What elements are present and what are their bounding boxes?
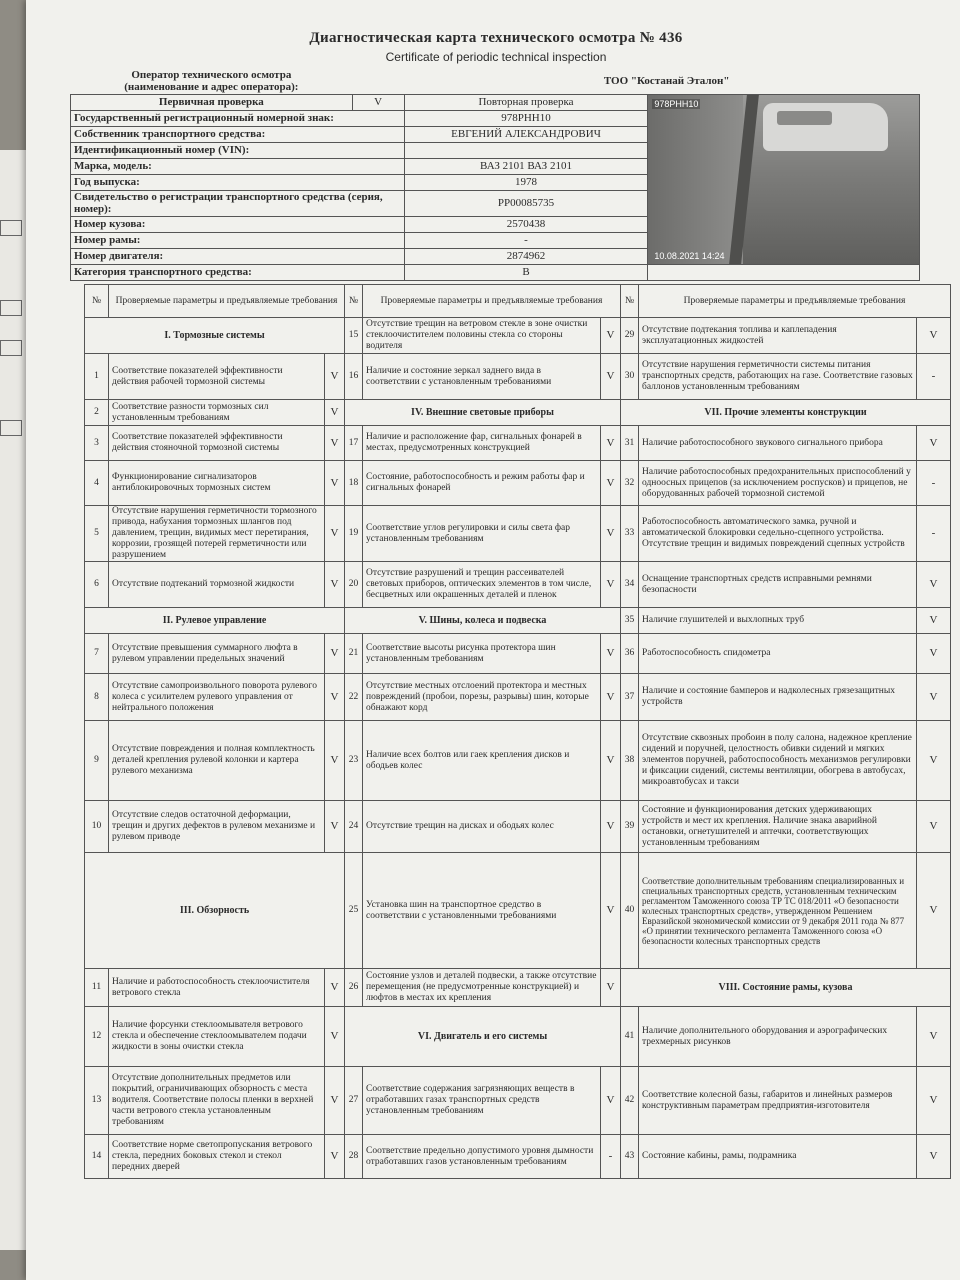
item-mark: V — [917, 426, 951, 461]
item-text: Наличие дополнительного оборудования и аэрографических трехмерных рисунков — [639, 1007, 917, 1067]
owner-value: ЕВГЕНИЙ АЛЕКСАНДРОВИЧ — [404, 126, 648, 142]
form-checkbox — [0, 300, 22, 316]
section-steering: II. Рулевое управление — [85, 608, 345, 634]
item-number: 15 — [345, 318, 363, 354]
item-text: Соответствие колесной базы, габаритов и линейных размеров конструктивным параметрам предприятия-изготовителя — [639, 1067, 917, 1135]
item-text: Отсутствие нарушения герметичности тормозного привода, набухания тормозных шлангов под давлением, трещин, видимых мест перетирания, коррозии, грозящей потерей герметичности или разрушением — [109, 506, 325, 562]
item-text: Установка шин на транспортное средство в соответствии с установленными требованиями — [363, 853, 601, 969]
item-text: Соответствие дополнительным требованиям специализированных и специальных транспортных средств, установленным техническим регламентом Таможенного союза ТР ТС 018/2011 «О безопасности колесных транспортных средств», утвержденном Решением Евразийской экономической комиссии от 9 декабря 2011 года № 877 «О принятии технического регламента Таможенного союза «О безопасности колесных транспортных средств — [639, 853, 917, 969]
vehicle-info-table — [70, 68, 920, 281]
item-text: Отсутствие трещин на дисках и ободьях колес — [363, 801, 601, 853]
item-number: 40 — [621, 853, 639, 969]
item-mark: V — [325, 506, 345, 562]
item-number: 32 — [621, 461, 639, 506]
frame-number-label: Номер рамы: — [71, 232, 405, 248]
item-number: 25 — [345, 853, 363, 969]
item-mark: - — [601, 1135, 621, 1179]
form-checkbox — [0, 420, 22, 436]
primary-check-mark: V — [352, 94, 404, 110]
document-subtitle: Certificate of periodic technical inspection — [385, 50, 607, 64]
item-number: 12 — [85, 1007, 109, 1067]
item-text: Наличие и состояние бамперов и надколесных грязезащитных устройств — [639, 674, 917, 721]
body-number-value: 2570438 — [404, 216, 648, 232]
item-mark: V — [601, 674, 621, 721]
item-mark: - — [917, 506, 951, 562]
item-mark: V — [325, 400, 345, 426]
item-number: 37 — [621, 674, 639, 721]
item-mark: V — [917, 1135, 951, 1179]
item-number: 2 — [85, 400, 109, 426]
item-text: Отсутствие повреждения и полная комплектность деталей крепления рулевой колонки и картера рулевого механизма — [109, 721, 325, 801]
item-mark: V — [917, 1007, 951, 1067]
item-mark: V — [325, 461, 345, 506]
item-text: Соответствие разности тормозных сил установленным требованиям — [109, 400, 325, 426]
item-number: 41 — [621, 1007, 639, 1067]
item-mark: V — [601, 354, 621, 400]
item-number: 18 — [345, 461, 363, 506]
item-text: Отсутствие сквозных пробоин в полу салона, надежное крепление сидений и поручней, целостность обивки сидений и мягких элементов поручней, работоспособность механизмов регулировки и фиксации сидений, системы вентиляции, обогрева в автобусах, микроавтобусах и такси — [639, 721, 917, 801]
item-text: Соответствие предельно допустимого уровня дымности отработавших газов установленным требованиям — [363, 1135, 601, 1179]
plate-label: Государственный регистрационный номерной знак: — [71, 110, 405, 126]
item-number: 43 — [621, 1135, 639, 1179]
item-mark: V — [917, 608, 951, 634]
plate-value: 978PHH10 — [404, 110, 648, 126]
operator-label: Оператор технического осмотра (наименование и адрес оператора): — [124, 68, 299, 93]
item-mark: V — [325, 721, 345, 801]
photo-timestamp: 10.08.2021 14:24 — [654, 250, 725, 261]
category-value: B — [404, 264, 648, 280]
item-number: 39 — [621, 801, 639, 853]
col-number-header: № — [345, 285, 363, 318]
item-mark: V — [601, 969, 621, 1007]
section-lights: IV. Внешние световые приборы — [345, 400, 621, 426]
item-number: 8 — [85, 674, 109, 721]
item-mark: V — [325, 354, 345, 400]
year-value: 1978 — [404, 174, 648, 190]
item-mark: V — [325, 674, 345, 721]
item-text: Состояние узлов и деталей подвески, а также отсутствие перемещения (не предусмотренные конструкцией) и люфтов в местах их крепления — [363, 969, 601, 1007]
item-text: Соответствие углов регулировки и силы света фар установленным требованиям — [363, 506, 601, 562]
item-text: Наличие форсунки стеклоомывателя ветрового стекла и обеспечение стеклоомывателем подачи жидкости в зоны очистки стекла — [109, 1007, 325, 1067]
item-text: Отсутствие подтекания топлива и каплепадения эксплуатационных жидкостей — [639, 318, 917, 354]
item-text: Отсутствие местных отслоений протектора и местных повреждений (пробои, порезы, разрывы) шин, которые обнажают корд — [363, 674, 601, 721]
item-mark: V — [917, 801, 951, 853]
item-number: 20 — [345, 562, 363, 608]
item-text: Наличие и состояние зеркал заднего вида в соответствии с установленным требованиями — [363, 354, 601, 400]
primary-check-label: Первичная проверка — [71, 94, 353, 110]
item-mark: V — [601, 318, 621, 354]
col-param-header: Проверяемые параметры и предъявляемые требования — [363, 285, 621, 318]
item-mark: V — [325, 969, 345, 1007]
vin-label: Идентификационный номер (VIN): — [71, 142, 405, 158]
item-number: 1 — [85, 354, 109, 400]
item-mark: V — [325, 1007, 345, 1067]
item-number: 33 — [621, 506, 639, 562]
item-text: Отсутствие превышения суммарного люфта в рулевом управлении предельных значений — [109, 634, 325, 674]
vin-value — [404, 142, 648, 158]
category-label: Категория транспортного средства: — [71, 264, 405, 280]
model-value: ВАЗ 2101 ВАЗ 2101 — [404, 158, 648, 174]
item-text: Наличие и расположение фар, сигнальных фонарей в местах, предусмотренных конструкцией — [363, 426, 601, 461]
year-label: Год выпуска: — [71, 174, 405, 190]
form-checkbox — [0, 220, 22, 236]
item-number: 35 — [621, 608, 639, 634]
item-number: 17 — [345, 426, 363, 461]
col-param-header: Проверяемые параметры и предъявляемые требования — [639, 285, 951, 318]
item-number: 13 — [85, 1067, 109, 1135]
item-mark: V — [917, 1067, 951, 1135]
item-number: 10 — [85, 801, 109, 853]
item-number: 22 — [345, 674, 363, 721]
item-number: 19 — [345, 506, 363, 562]
item-text: Отсутствие подтеканий тормозной жидкости — [109, 562, 325, 608]
registration-value: PP00085735 — [404, 190, 648, 216]
item-text: Работоспособность автоматического замка, ручной и автоматической блокировки седельно-сцепного устройства. Отсутствие трещин и видимых повреждений сцепных устройств — [639, 506, 917, 562]
section-engine: VI. Двигатель и его системы — [345, 1007, 621, 1067]
repeat-check-label: Повторная проверка — [404, 94, 648, 110]
item-mark: - — [917, 461, 951, 506]
item-number: 3 — [85, 426, 109, 461]
item-text: Отсутствие разрушений и трещин рассеивателей световых приборов, оптических элементов в том числе, бесцветных или окрашенных деталей и пленок — [363, 562, 601, 608]
item-mark: V — [325, 426, 345, 461]
item-text: Наличие работоспособного звукового сигнального прибора — [639, 426, 917, 461]
section-tires: V. Шины, колеса и подвеска — [345, 608, 621, 634]
item-number: 36 — [621, 634, 639, 674]
item-text: Функционирование сигнализаторов антиблокировочных тормозных систем — [109, 461, 325, 506]
item-number: 9 — [85, 721, 109, 801]
frame-number-value: - — [404, 232, 648, 248]
item-mark: V — [917, 721, 951, 801]
item-text: Оснащение транспортных средств исправными ремнями безопасности — [639, 562, 917, 608]
item-mark: V — [325, 801, 345, 853]
item-mark: V — [325, 562, 345, 608]
item-number: 31 — [621, 426, 639, 461]
photo-plate: 978PHH10 — [654, 98, 699, 109]
item-number: 27 — [345, 1067, 363, 1135]
item-text: Наличие всех болтов или гаек крепления дисков и ободьев колес — [363, 721, 601, 801]
item-mark: V — [601, 634, 621, 674]
item-number: 11 — [85, 969, 109, 1007]
item-text: Отсутствие дополнительных предметов или покрытий, ограничивающих обзорность с места водителя. Соответствие полосы пленки в верхней части ветрового стекла установленным требованиям — [109, 1067, 325, 1135]
item-mark: V — [601, 426, 621, 461]
item-text: Соответствие высоты рисунка протектора шин установленным требованиям — [363, 634, 601, 674]
section-frame: VIII. Состояние рамы, кузова — [621, 969, 951, 1007]
item-text: Соответствие норме светопропускания ветрового стекла, передних боковых стекол и стекол передних дверей — [109, 1135, 325, 1179]
item-number: 29 — [621, 318, 639, 354]
section-other: VII. Прочие элементы конструкции — [621, 400, 951, 426]
vehicle-photo — [648, 94, 920, 264]
item-number: 26 — [345, 969, 363, 1007]
item-text: Отсутствие трещин на ветровом стекле в зоне очистки стеклоочистителем половины стекла со стороны водителя — [363, 318, 601, 354]
item-mark: V — [325, 634, 345, 674]
item-number: 6 — [85, 562, 109, 608]
item-text: Работоспособность спидометра — [639, 634, 917, 674]
item-number: 34 — [621, 562, 639, 608]
document-title: Диагностическая карта технического осмотра № 436 — [309, 30, 683, 46]
item-text: Состояние кабины, рамы, подрамника — [639, 1135, 917, 1179]
section-visibility: III. Обзорность — [85, 853, 345, 969]
item-text: Соответствие показателей эффективности действия стояночной тормозной системы — [109, 426, 325, 461]
item-number: 30 — [621, 354, 639, 400]
item-mark: V — [917, 318, 951, 354]
body-number-label: Номер кузова: — [71, 216, 405, 232]
item-text: Отсутствие самопроизвольного поворота рулевого колеса с усилителем рулевого управления от нейтрального положения — [109, 674, 325, 721]
operator-value: ТОО "Костанай Эталон" — [603, 74, 730, 87]
item-mark: V — [601, 461, 621, 506]
item-text: Соответствие содержания загрязняющих веществ в отработавших газах транспортных средств установленным требованиям — [363, 1067, 601, 1135]
item-mark: V — [601, 721, 621, 801]
item-text: Состояние и функционирования детских удерживающих устройств и мест их крепления. Наличие знака аварийной остановки, огнетушителей и аптечки, соответствующих установленным требованиям — [639, 801, 917, 853]
car-image — [763, 103, 888, 151]
model-label: Марка, модель: — [71, 158, 405, 174]
engine-number-label: Номер двигателя: — [71, 248, 405, 264]
engine-number-value: 2874962 — [404, 248, 648, 264]
item-mark: V — [917, 634, 951, 674]
item-number: 28 — [345, 1135, 363, 1179]
section-brakes: I. Тормозные системы — [85, 318, 345, 354]
item-number: 14 — [85, 1135, 109, 1179]
item-mark: V — [601, 801, 621, 853]
col-param-header: Проверяемые параметры и предъявляемые требования — [109, 285, 345, 318]
item-text: Наличие глушителей и выхлопных труб — [639, 608, 917, 634]
item-number: 24 — [345, 801, 363, 853]
item-mark: V — [917, 853, 951, 969]
item-mark: V — [601, 853, 621, 969]
item-number: 23 — [345, 721, 363, 801]
form-checkbox — [0, 340, 22, 356]
item-mark: - — [917, 354, 951, 400]
item-number: 42 — [621, 1067, 639, 1135]
item-number: 5 — [85, 506, 109, 562]
item-text: Наличие и работоспособность стеклоочистителя ветрового стекла — [109, 969, 325, 1007]
inspection-items-table — [84, 284, 951, 1179]
item-text: Отсутствие нарушения герметичности системы питания транспортных средств, работающих на газе. Соответствие газовых баллонов установленным требованиям — [639, 354, 917, 400]
item-mark: V — [601, 506, 621, 562]
owner-label: Собственник транспортного средства: — [71, 126, 405, 142]
registration-label: Свидетельство о регистрации транспортного средства (серия, номер): — [71, 190, 405, 216]
col-number-header: № — [85, 285, 109, 318]
item-mark: V — [325, 1135, 345, 1179]
item-number: 4 — [85, 461, 109, 506]
item-number: 7 — [85, 634, 109, 674]
item-text: Состояние, работоспособность и режим работы фар и сигнальных фонарей — [363, 461, 601, 506]
item-text: Отсутствие следов остаточной деформации, трещин и других дефектов в рулевом механизме и рулевом приводе — [109, 801, 325, 853]
item-number: 21 — [345, 634, 363, 674]
item-mark: V — [325, 1067, 345, 1135]
item-text: Соответствие показателей эффективности действия рабочей тормозной системы — [109, 354, 325, 400]
item-mark: V — [917, 674, 951, 721]
col-number-header: № — [621, 285, 639, 318]
item-mark: V — [601, 1067, 621, 1135]
item-mark: V — [917, 562, 951, 608]
item-mark: V — [601, 562, 621, 608]
item-number: 38 — [621, 721, 639, 801]
item-number: 16 — [345, 354, 363, 400]
item-text: Наличие работоспособных предохранительных приспособлений у одноосных прицепов (за исключением роспусков) и прицепов, не оборудованных рабочей тормозной системой — [639, 461, 917, 506]
